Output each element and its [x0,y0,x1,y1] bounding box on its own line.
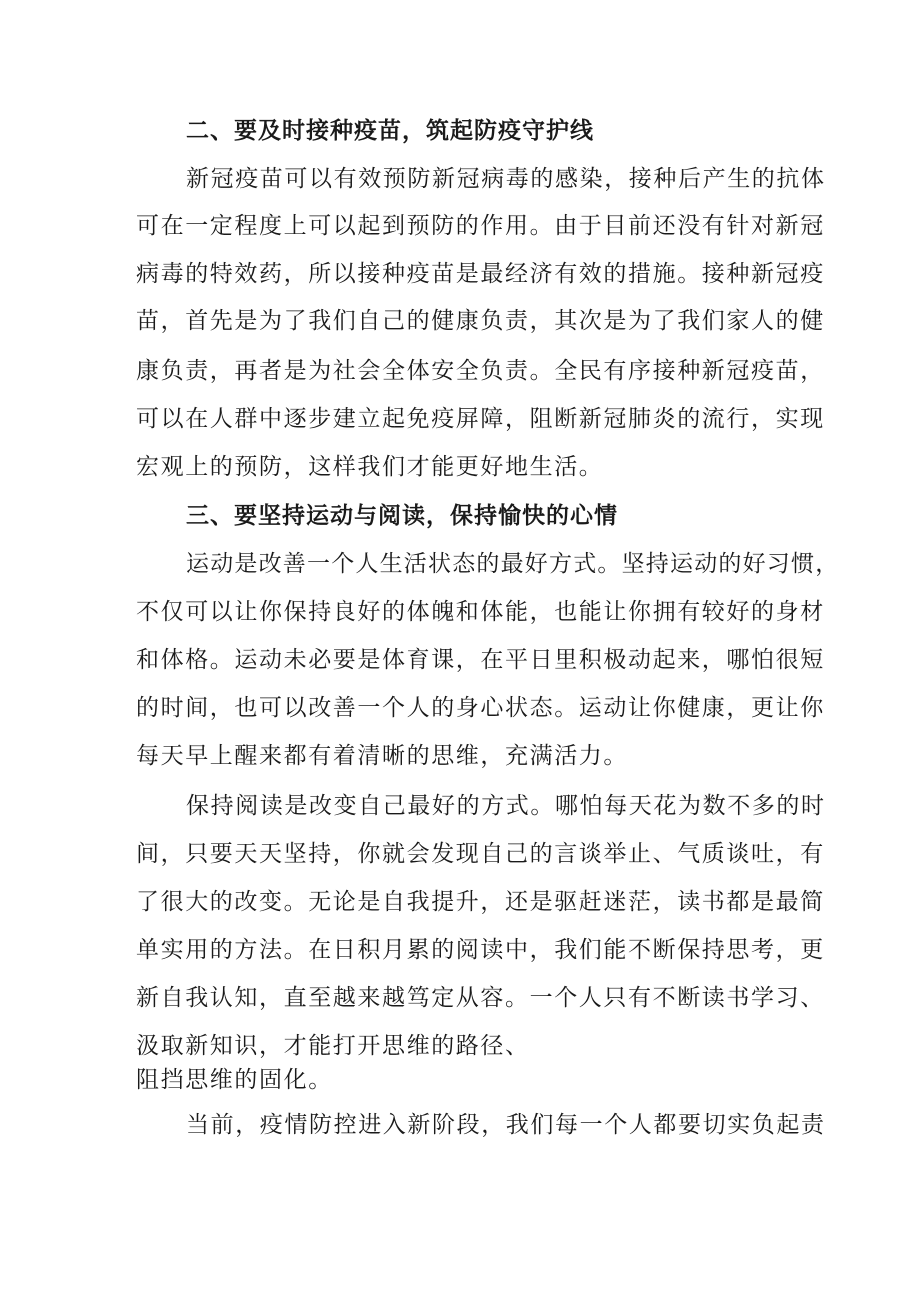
section-2-heading: 二、要及时接种疫苗，筑起防疫守护线 [186,118,594,144]
section-2-line-2: 可在一定程度上可以起到预防的作用。由于目前还没有针对新冠 [136,213,825,239]
section-3-para-1-line-2: 不仅可以让你保持良好的体魄和体能，也能让你拥有较好的身材 [136,599,825,625]
closing-line-1: 当前，疫情防控进入新阶段，我们每一个人都要切实负起责 [186,1112,826,1138]
section-3-para-2-line-6: 汲取新知识，才能打开思维的路径、 [136,1033,530,1059]
section-2-line-1: 新冠疫苗可以有效预防新冠病毒的感染，接种后产生的抗体 [186,166,826,192]
section-3-para-2-line-4: 单实用的方法。在日积月累的阅读中，我们能不断保持思考，更 [136,937,825,963]
section-3-para-1-line-5: 每天早上醒来都有着清晰的思维，充满活力。 [136,743,628,769]
section-3-para-2-line-7: 阻挡思维的固化。 [136,1067,333,1093]
section-3-heading: 三、要坚持运动与阅读，保持愉快的心情 [186,503,618,529]
section-3-para-1-line-3: 和体格。运动未必要是体育课，在平日里积极动起来，哪怕很短 [136,647,825,673]
section-3-para-2-line-3: 了很大的改变。无论是自我提升，还是驱赶迷茫，读书都是最简 [136,889,825,915]
section-2-line-3: 病毒的特效药，所以接种疫苗是最经济有效的措施。接种新冠疫 [136,261,825,287]
section-3-para-1-line-1: 运动是改善一个人生活状态的最好方式。坚持运动的好习惯， [186,551,840,577]
section-3-para-2-line-5: 新自我认知，直至越来越笃定从容。一个人只有不断读书学习、 [136,985,825,1011]
section-3-para-2-line-2: 间，只要天天坚持，你就会发现自己的言谈举止、气质谈吐，有 [136,841,825,867]
section-2-line-7: 宏观上的预防，这样我们才能更好地生活。 [136,454,604,480]
section-2-line-5: 康负责，再者是为社会全体安全负责。全民有序接种新冠疫苗， [136,358,825,384]
section-3-para-2-line-1: 保持阅读是改变自己最好的方式。哪怕每天花为数不多的时 [186,793,826,819]
section-2-line-4: 苗，首先是为了我们自己的健康负责，其次是为了我们家人的健 [136,308,825,334]
section-2-line-6: 可以在人群中逐步建立起免疫屏障，阻断新冠肺炎的流行，实现 [136,406,825,432]
section-3-para-1-line-4: 的时间，也可以改善一个人的身心状态。运动让你健康，更让你 [136,695,825,721]
